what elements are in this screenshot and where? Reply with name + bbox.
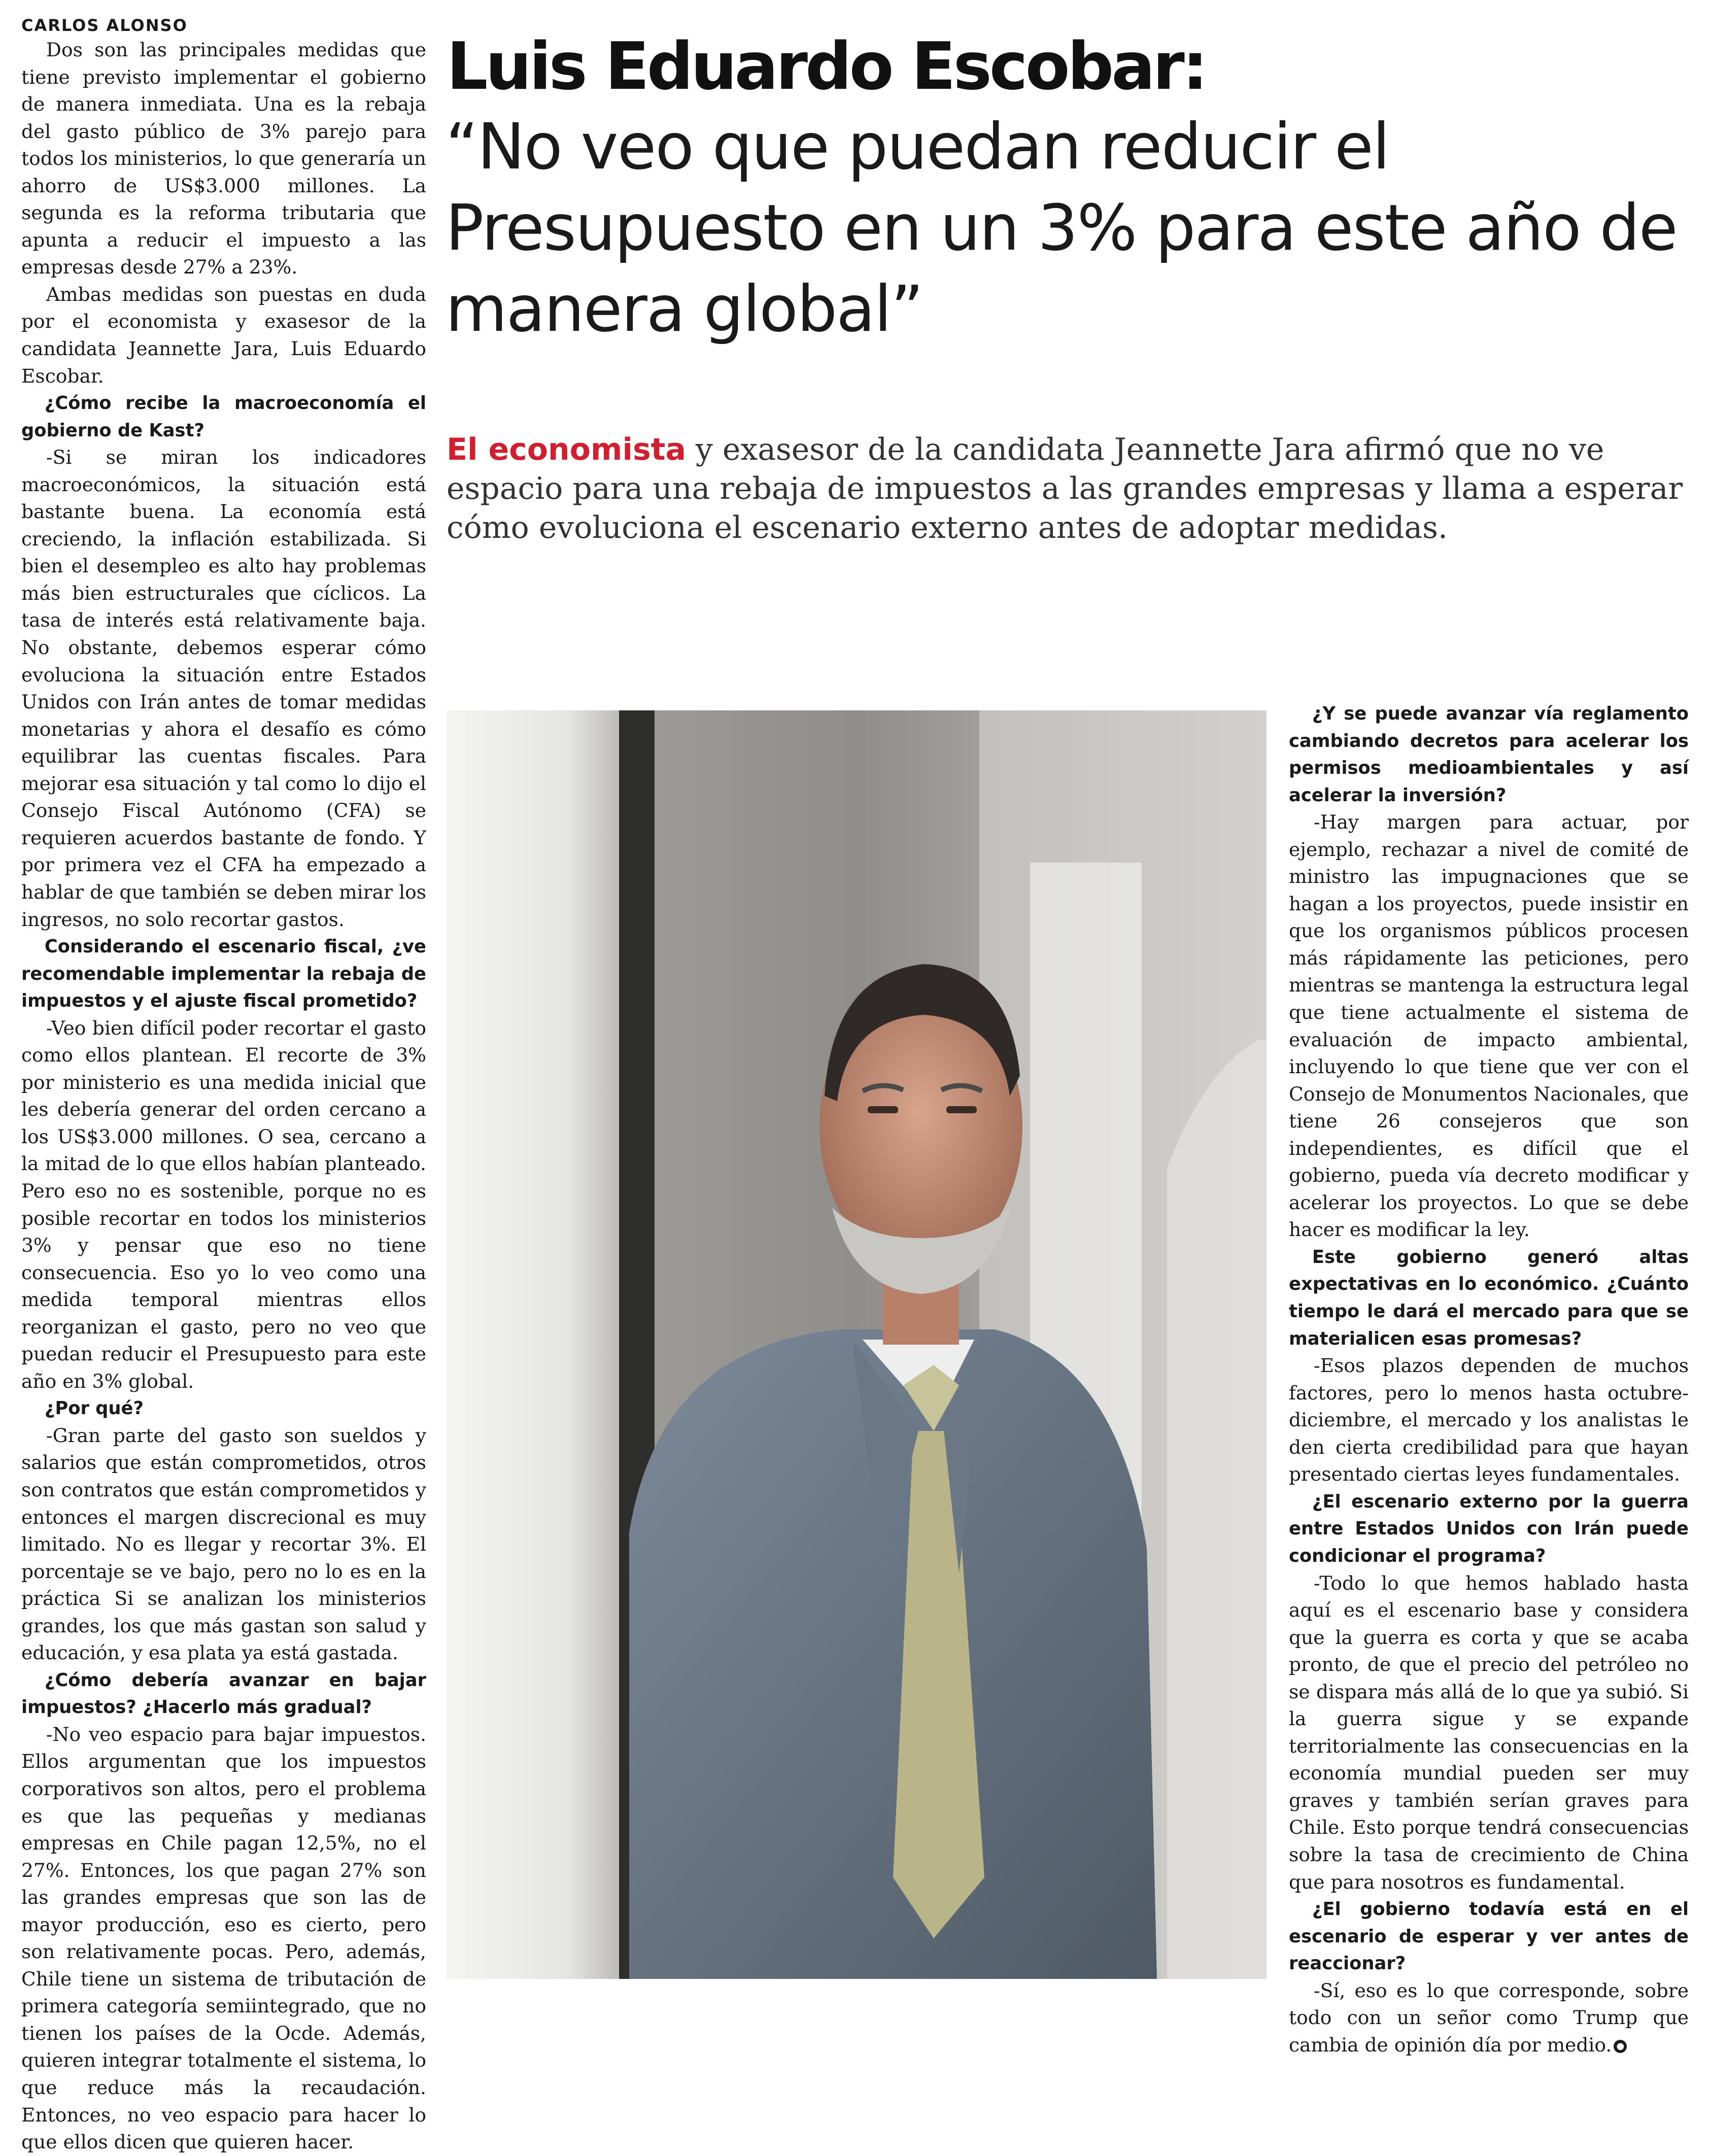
interview-question: ¿Y se puede avanzar vía reglamento cambiando decretos para acelerar los permisos medioambientales y así acelerar la inversión? xyxy=(1289,703,1689,806)
intro-paragraph: Dos son las principales medidas que tiene previsto implementar el gobierno de manera inmediata. Una es la rebaja del gasto público de 3% parejo para todos los ministerios, lo que generaría un ahorro de US$3.000 millones. La segunda es la reforma tributaria que apunta a reducir el impuesto a las empresas desde 27% a 23%. xyxy=(21,39,426,279)
interview-answer: -Esos plazos dependen de muchos factores, pero lo menos hasta octubre-diciembre, el mercado y los analistas le den cierta credibilidad para que hayan presentado ciertas leyes fundamentales. xyxy=(1289,1354,1689,1486)
interview-question: ¿Cómo debería avanzar en bajar impuestos? ¿Hacerlo más gradual? xyxy=(21,1669,426,1718)
headline-quote: “No veo que puedan reducir el Presupuesto en un 3% para este año de manera global” xyxy=(446,110,1677,346)
interview-question: ¿El escenario externo por la guerra entre Estados Unidos con Irán puede condicionar el programa? xyxy=(1289,1491,1689,1566)
interview-question: ¿El gobierno todavía está en el escenario de esperar y ver antes de reaccionar? xyxy=(1289,1899,1689,1974)
interview-question: ¿Cómo recibe la macroeconomía el gobierno de Kast? xyxy=(21,393,426,441)
intro-paragraph: Ambas medidas son puestas en duda por el economista y exasesor de la candidata Jeannette Jara, Luis Eduardo Escobar. xyxy=(21,283,426,387)
interview-answer xyxy=(1289,1977,1689,2059)
interview-answer: -Gran parte del gasto son sueldos y salarios que están comprometidos, otros son contratos que están comprometidos y entonces el margen discrecional es muy limitado. No es llegar y recortar 3%. El porcentaje se ve bajo, pero no lo es en la práctica Si se analizan los ministerios grandes, los que más gastan son salud y educación, y esa plata ya está gastada. xyxy=(21,1424,426,1664)
byline: CARLOS ALONSO xyxy=(21,16,188,35)
deck-lead: El economista xyxy=(447,432,686,467)
end-of-article-icon: ● xyxy=(1614,2040,1627,2053)
interview-question: Este gobierno generó altas expectativas en lo económico. ¿Cuánto tiempo le dará el mercado para que se materialicen esas promesas? xyxy=(1289,1246,1689,1349)
interview-answer: -Si se miran los indicadores macroeconómicos, la situación está bastante buena. La economía está creciendo, la inflación estabilizada. Si bien el desempleo es alto hay problemas más bien estructurales que cíclicos. La tasa de interés está relativamente baja. No obstante, debemos esperar cómo evoluciona la situación entre Estados Unidos con Irán antes de tomar medidas monetarias y ahora el desafío es cómo equilibrar las cuentas fiscales. Para mejorar esa situación y tal como lo dijo el Consejo Fiscal Autónomo (CFA) se requieren acuerdos bastante de fondo. Y por primera vez el CFA ha empezado a hablar de que también se deben mirar los ingresos, no solo recortar gastos. xyxy=(21,446,426,931)
deck xyxy=(447,430,1685,547)
interview-question: ¿Por qué? xyxy=(44,1398,144,1419)
right-column xyxy=(1289,700,1689,2056)
portrait-photo xyxy=(447,710,1267,1979)
interview-answer: -No veo espacio para bajar impuestos. Ellos argumentan que los impuestos corporativos son altos, pero el problema es que las pequeñas y medianas empresas en Chile pagan 12,5%, no el 27%. Entonces, los que pagan 27% son las grandes empresas que son las de mayor producción, eso es cierto, pero son relativamente pocas. Pero, además, Chile tiene un sistema de tributación de primera categoría semiintegrado, que no tienen los países de la Ocde. Además, quieren integrar totalmente el sistema, lo que reduce más la recaudación. Entonces, no veo espacio para hacer lo que ellos dicen que quieren hacer. xyxy=(21,1723,426,2153)
interview-answer: -Hay margen para actuar, por ejemplo, rechazar a nivel de comité de ministro las impugnaciones que se hagan a los proyectos, puede insistir en que los organismos públicos procesen más rápidamente las peticiones, pero mientras se mantenga la estructura legal que tiene actualmente el sistema de evaluación de impacto ambiental, incluyendo lo que tiene que ver con el Consejo de Monumentos Nacionales, que tiene 26 consejeros que son independientes, es difícil que el gobierno, pueda vía decreto modificar y acelerar los proyectos. Lo que se debe hacer es modificar la ley. xyxy=(1289,811,1689,1241)
interview-answer: -Todo lo que hemos hablado hasta aquí es el escenario base y considera que la guerra es corta y que se acaba pronto, de que el precio del petróleo no se dispara más allá de lo que ya subió. Si la guerra sigue y se expande territorialmente las consecuencias en la economía mundial pueden ser muy graves y también serían graves para Chile. Esto porque tendrá consecuencias sobre la tasa de crecimiento de China que para nosotros es fundamental. xyxy=(1289,1571,1689,1893)
left-column xyxy=(21,14,426,2153)
headline: Luis Eduardo Escobar: xyxy=(447,29,1206,105)
final-answer-text: -Sí, eso es lo que corresponde, sobre todo con un señor como Trump que cambia de opinión día por medio. xyxy=(1289,1979,1689,2056)
deck-text: y exasesor de la candidata Jeannette Jara afirmó que no ve espacio para una rebaja de impuestos a las grandes empresas y llama a esperar cómo evoluciona el escenario externo antes de adoptar medidas. xyxy=(447,432,1683,545)
interview-answer: -Veo bien difícil poder recortar el gasto como ellos plantean. El recorte de 3% por ministerio es una medida inicial que les debería generar del orden cercano a los US$3.000 millones. O sea, cercano a la mitad de lo que ellos habían planteado. Pero eso no es sostenible, porque no es posible recortar en todos los ministerios 3% y pensar que eso no tiene consecuencia. Eso yo lo veo como una medida temporal mientras ellos reorganizan el gasto, pero no veo que puedan reducir el Presupuesto para este año en 3% global. xyxy=(21,1016,426,1392)
portrait-illustration xyxy=(447,710,1267,1979)
interview-question: Considerando el escenario fiscal, ¿ve recomendable implementar la rebaja de impuestos y el ajuste fiscal prometido? xyxy=(21,936,426,1012)
